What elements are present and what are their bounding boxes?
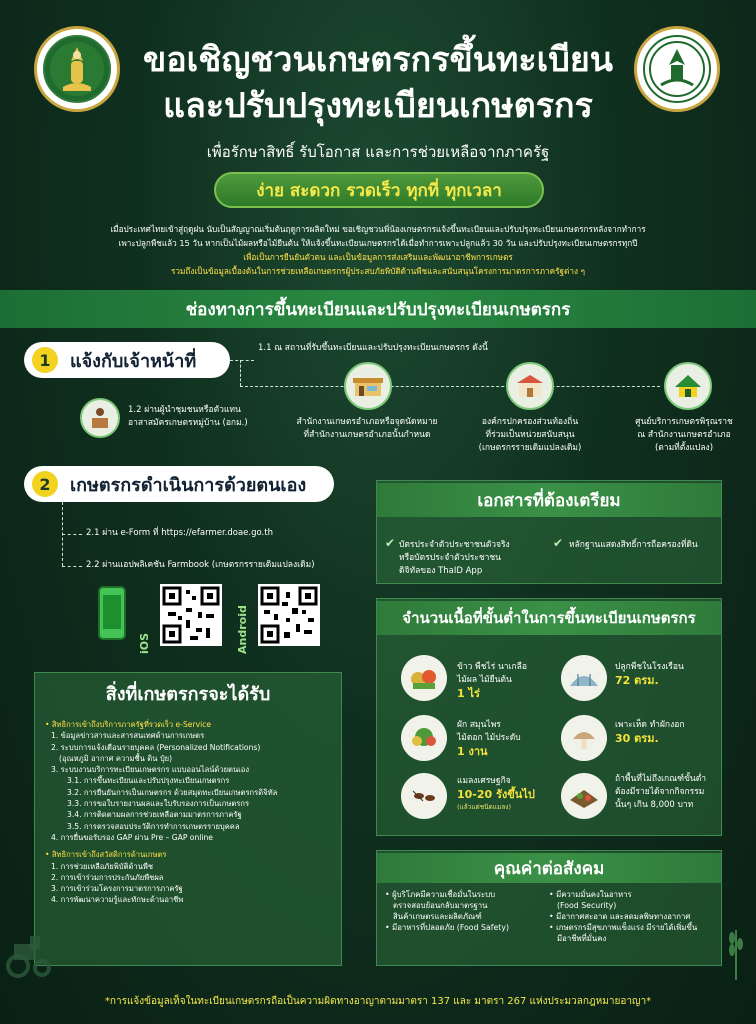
wheat-icon (716, 920, 756, 980)
benefit-subitem: 3.3. การขอใบรายงานผลและใบรับรองการเป็นเกษตรกร (67, 799, 250, 809)
social-item-line: (Food Security) (557, 901, 617, 910)
benefit-item: 2. การเข้าร่วมการประกันภัยพืชผล (51, 872, 164, 882)
benefits-box (34, 672, 342, 966)
district-office-icon (344, 362, 392, 410)
area-item-value: 72 ตรม. (615, 674, 659, 687)
intro-line: เพาะปลูกพืชแล้ว 15 วัน หากเป็นไม้ผลหรือไม้ยืนต้น ให้แจ้งขึ้นทะเบียนเกษตรกรได้เมื่อทำการเพาะปลูกแล้ว 30 วัน และปรับปรุงทะเบียนเกษตรกรทุกปี (118, 238, 638, 248)
intro-line: รวมถึงเป็นข้อมูลเบื้องต้นในการช่วยเหลือเกษตรกรผู้ประสบภัยพิบัติด้านพืชและสนับสนุนโครงการมาตรการภาครัฐต่าง ๆ (171, 266, 585, 276)
document-item-id-card (399, 539, 549, 578)
documents-header (377, 483, 721, 517)
farm-plot-icon (561, 773, 607, 819)
android-label: Android (236, 605, 249, 654)
area-item-rice (457, 661, 527, 700)
place1-line: ที่สำนักงานเกษตรอำเภอนั้นกำหนด (303, 430, 431, 440)
document-item-line: หรือบัตรประจำตัวประชาชน (399, 553, 501, 563)
social-header (377, 853, 721, 883)
benefit-item: 4. การพัฒนาความรู้และทักษะด้านอาชีพ (51, 895, 184, 905)
place2-line: (เกษตรกรรายเดิมแปลงเดิม) (478, 443, 582, 453)
benefit-subitem: 3.5. การตรวจสอบประวัติการทำการเกษตรรายบุคคล (67, 821, 240, 831)
tractor-icon (0, 930, 60, 980)
step1-label: แจ้งกับเจ้าหน้าที่ (70, 350, 197, 372)
channels-title: ช่องทางการขึ้นทะเบียนและปรับปรุงทะเบียนเกษตรกร (185, 299, 571, 320)
place3-line: (ตามที่ตั้งแปลง) (654, 443, 714, 453)
benefit-item: 1. ข้อมูลข่าวสารและสารสนเทศด้านการเกษตร (51, 731, 205, 741)
area-item-line: ถ้าพื้นที่ไม่ถึงเกณฑ์ขั้นต่ำ (615, 774, 707, 784)
area-item-greenhouse (615, 661, 684, 687)
android-qr-code[interactable] (258, 584, 320, 646)
place3-text (614, 416, 754, 455)
social-item: • มีอาหารที่ปลอดภัย (Food Safety) (385, 923, 509, 932)
area-item-value: 1 งาน (457, 745, 488, 758)
area-item-note: (แล้วแต่ชนิดแมลง) (457, 803, 512, 811)
step1-sub2 (128, 404, 248, 430)
place2-line: ที่ร่วมเป็นหน่วยสนับสนุน (485, 430, 575, 440)
area-item-line: ข้าว พืชไร่ นาเกลือ (457, 662, 527, 672)
social-item: • ผู้บริโภคมีความเชื่อมั่นในระบบ (385, 890, 496, 899)
area-item-income (615, 773, 706, 812)
social-left-column (385, 889, 545, 933)
connector-line (230, 360, 254, 361)
local-government-icon (506, 362, 554, 410)
step2-label: เกษตรกรดำเนินการด้วยตนเอง (70, 474, 307, 496)
benefits-list (45, 719, 335, 906)
service-center-icon (664, 362, 712, 410)
area-item-line: ปลูกพืชในโรงเรือน (615, 662, 684, 672)
intro-line: เมื่อประเทศไทยเข้าสู่ฤดูฝน นับเป็นสัญญาณเริ่มต้นฤดูการผลิตใหม่ ขอเชิญชวนพี่น้องเกษตรกรแจ้งขึ้นทะเบียนและปรับปรุงทะเบียนเกษตรกรหลังจากทำการ (110, 224, 646, 234)
document-item-land-proof: หลักฐานแสดงสิทธิ์การถือครองที่ดิน (569, 540, 698, 550)
step1-pill (24, 342, 230, 378)
connector-line (240, 360, 241, 386)
benefit-item: 1. การช่วยเหลือภัยพิบัติด้านพืช (51, 861, 154, 871)
step1-sub1: 1.1 ณ สถานที่รับขึ้นทะเบียนและปรับปรุงทะเบียนเกษตรกร ดังนี้ (258, 343, 488, 353)
place2-text (460, 416, 600, 455)
benefits-title: สิ่งที่เกษตรกรจะได้รับ (105, 684, 271, 705)
benefit-item: 3. การเข้าร่วมโครงการมาตรการภาครัฐ (51, 884, 183, 894)
social-item: • มีอากาศสะอาด และลดมลพิษทางอากาศ (549, 912, 691, 921)
ios-label: iOS (138, 632, 151, 654)
place1-line: สำนักงานเกษตรอำเภอหรือจุดนัดหมาย (296, 417, 438, 427)
main-title-line2: และปรับปรุงทะเบียนเกษตรกร (163, 86, 593, 126)
area-item-value: 10-20 รังขึ้นไป (457, 788, 535, 801)
social-title: คุณค่าต่อสังคม (493, 858, 605, 879)
intro-line: เพื่อเป็นการยืนยันตัวตน และเป็นข้อมูลการส่งเสริมและพัฒนาอาชีพการเกษตร (243, 252, 513, 262)
step1-sub2-line: 1.2 ผ่านผู้นำชุมชนหรือตัวแทน (128, 405, 241, 415)
benefit-subitem: 3.1. การขึ้นทะเบียนและปรับปรุงทะเบียนเกษตรกร (67, 776, 230, 786)
area-item-value: 30 ตรม. (615, 732, 659, 745)
place1-text (282, 416, 452, 442)
min-area-box (376, 598, 722, 836)
insects-icon (401, 773, 447, 819)
documents-title: เอกสารที่ต้องเตรียม (477, 490, 621, 511)
area-item-line: ต้องมีรายได้จากกิจกรรม (615, 787, 705, 797)
vegetables-icon (401, 715, 447, 761)
farmbook-phone-icon (98, 586, 126, 640)
benefits-heading: • สิทธิการเข้าถึงบริการภาครัฐที่รวดเร็ว e-Service (45, 720, 212, 729)
area-item-line: แมลงเศรษฐกิจ (457, 776, 511, 786)
documents-box (376, 480, 722, 584)
connector-line (62, 566, 82, 567)
step1-number: 1 (32, 347, 58, 373)
area-item-line: ผัก สมุนไพร (457, 720, 501, 730)
main-title-line1: ขอเชิญชวนเกษตรกรขึ้นทะเบียน (142, 40, 614, 80)
document-item-line: ดิจิทัลของ ThaID App (399, 566, 483, 576)
check-icon: ✔ (385, 536, 396, 550)
social-right-column (549, 889, 715, 944)
benefit-item: 4. การยื่นขอรับรอง GAP ผ่าน Pre – GAP online (51, 832, 213, 842)
tagline-banner (214, 172, 544, 208)
place3-line: ณ สำนักงานเกษตรอำเภอ (637, 430, 731, 440)
mushroom-icon (561, 715, 607, 761)
step2-number: 2 (32, 471, 58, 497)
step2-sub2: 2.2 ผ่านแอปพลิเคชัน Farmbook (เกษตรกรรายเดิมแปลงเดิม) (86, 560, 315, 570)
min-area-title: จำนวนเนื้อที่ขั้นต่ำในการขึ้นทะเบียนเกษตรกร (402, 609, 696, 627)
area-item-mushroom (615, 719, 684, 745)
benefit-item: (อุณหภูมิ อากาศ ความชื้น ดิน ปุ๋ย) (59, 753, 173, 763)
benefit-item: 3. ระบบงานบริการทะเบียนเกษตรกร แบบออนไลน์ด้วยตนเอง (51, 765, 250, 775)
ios-qr-code[interactable] (160, 584, 222, 646)
area-item-insects (457, 775, 535, 814)
social-item-line: มีอาชีพที่มั่นคง (557, 934, 607, 943)
connector-line (62, 534, 82, 535)
check-icon: ✔ (553, 536, 564, 550)
step2-pill (24, 466, 334, 502)
min-area-header (377, 601, 721, 635)
place2-line: องค์กรปกครองส่วนท้องถิ่น (481, 417, 579, 427)
area-item-line: ไม้ผล ไม้ยืนต้น (457, 675, 512, 685)
social-value-box (376, 850, 722, 966)
intro-paragraph (62, 222, 694, 278)
community-leader-icon (80, 398, 120, 438)
social-item-line: สินค้าเกษตรและผลิตภัณฑ์ (393, 912, 482, 921)
social-item: • เกษตรกรมีสุขภาพแข็งแรง มีรายได้เพิ่มขึ้น (549, 923, 698, 932)
step1-sub2-line: อาสาสมัครเกษตรหมู่บ้าน (อกม.) (128, 418, 248, 428)
rice-crops-icon (401, 655, 447, 701)
tagline-text: ง่าย สะดวก รวดเร็ว ทุกที่ ทุกเวลา (256, 180, 502, 201)
area-item-vegetables (457, 719, 521, 758)
step2-sub1[interactable]: 2.1 ผ่าน e-Form ที่ https://efarmer.doae.go.th (86, 528, 273, 538)
connector-line (240, 386, 660, 387)
legal-footer-note: *การแจ้งข้อมูลเท็จในทะเบียนเกษตรกรถือเป็นความผิดทางอาญาตามมาตรา 137 และ มาตรา 267 แห่งประมวลกฎหมายอาญา* (104, 996, 652, 1007)
benefit-item: 2. ระบบการแจ้งเตือนรายบุคคล (Personalized Notifications) (51, 742, 261, 752)
social-item-line: ตรวจสอบย้อนกลับมาตรฐาน (393, 901, 488, 910)
benefit-subitem: 3.2. การยืนยันการเป็นเกษตรกร ด้วยสมุดทะเบียนเกษตรกรดิจิทัล (67, 787, 278, 797)
benefits-heading: • สิทธิการเข้าถึงสวัสดิการด้านเกษตร (45, 850, 167, 860)
area-item-line: เพาะเห็ด ทำผักงอก (615, 720, 685, 730)
channels-section-header (0, 290, 756, 328)
area-item-line: ไม้ดอก ไม้ประดับ (457, 733, 521, 743)
subtitle: เพื่อรักษาสิทธิ์ รับโอกาส และการช่วยเหลือจากภาครัฐ (206, 143, 550, 161)
benefit-subitem: 3.4. การติดตามผลการช่วยเหลือตามมาตรการภาครัฐ (67, 810, 242, 820)
greenhouse-icon (561, 655, 607, 701)
place3-line: ศูนย์บริการเกษตรพิรุณราช (635, 417, 733, 427)
area-item-line: นั้นๆ เกิน 8,000 บาท (615, 800, 694, 810)
social-item: • มีความมั่นคงในอาหาร (549, 890, 632, 899)
document-item-line: บัตรประจำตัวประชาชนตัวจริง (399, 540, 510, 550)
area-item-value: 1 ไร่ (457, 687, 480, 700)
